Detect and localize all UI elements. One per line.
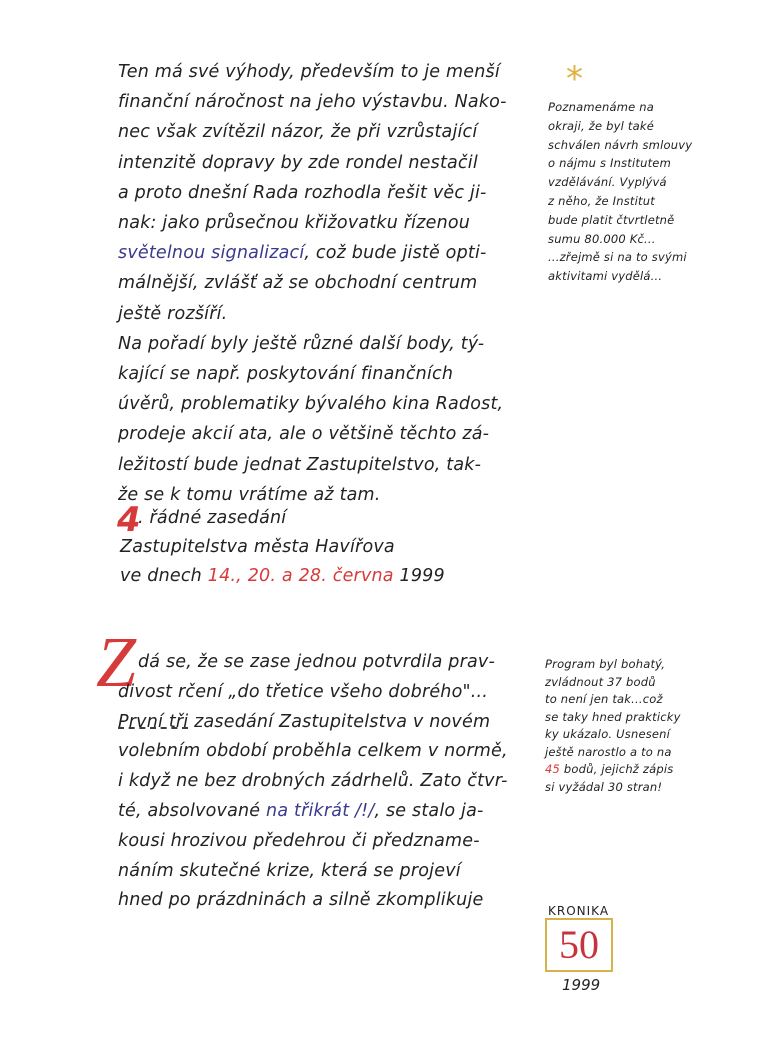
- text-segment: ve dnech: [120, 566, 208, 586]
- text-segment: zasedání Zastupitelstva v novém: [188, 711, 491, 732]
- text-segment: a proto dnešní Rada rozhodla řešit věc ji-: [118, 182, 487, 203]
- text-segment: . řádné zasedání: [138, 508, 287, 528]
- text-segment: ještě rozšíří.: [118, 303, 228, 324]
- text-line: [120, 566, 445, 586]
- text-line: [118, 455, 481, 475]
- text-segment: to není jen tak...což: [545, 692, 663, 706]
- text-line: [545, 727, 670, 741]
- text-segment: vzdělávání. Vyplývá: [548, 175, 667, 190]
- text-line: [118, 861, 461, 881]
- text-segment: Program byl bohatý,: [545, 657, 666, 671]
- text-segment: dá se, že se zase jednou potvrdila prav-: [138, 652, 495, 672]
- text-segment: si vyžádal 30 stran!: [545, 779, 663, 794]
- text-line: [118, 424, 489, 444]
- text-segment: kající se např. poskytování finančních: [118, 364, 454, 384]
- text-segment: té, absolvované: [118, 801, 267, 821]
- text-segment: finanční náročnost na jeho výstavbu. Nako-: [118, 92, 507, 113]
- text-line: [548, 119, 654, 133]
- text-segment: bude platit čtvrtletně: [548, 212, 675, 227]
- text-segment: intenzitě dopravy by zde rondel nestačil: [118, 152, 478, 173]
- text-line: [118, 304, 227, 324]
- text-segment: 1999: [393, 566, 445, 586]
- text-line: [120, 537, 395, 557]
- text-segment: světelnou signalizací: [118, 243, 305, 264]
- text-segment: ležitostí bude jednat Zastupitelstvo, tak-: [118, 454, 482, 475]
- text-line: [118, 364, 453, 384]
- text-line: [545, 657, 665, 671]
- text-line: [118, 243, 487, 263]
- text-segment: Poznamenáme na: [548, 100, 655, 114]
- drop-cap: Z: [96, 622, 137, 702]
- text-line: [548, 232, 656, 246]
- text-line: [138, 652, 495, 672]
- text-line: [118, 213, 470, 233]
- text-segment: nec však zvítězil názor, že při vzrůstající: [118, 122, 478, 143]
- text-line: [545, 710, 681, 724]
- text-line: [118, 741, 508, 761]
- text-line: [545, 675, 656, 689]
- text-segment: První tři: [118, 711, 189, 732]
- text-line: [118, 183, 487, 203]
- text-line: [545, 762, 673, 776]
- text-segment: zvládnout 37 bodů: [545, 674, 656, 689]
- text-line: [548, 100, 654, 114]
- text-segment: prodeje akcií ata, ale o většině těchto zá-: [118, 424, 490, 445]
- text-line: [548, 156, 671, 170]
- text-segment: , což bude jistě opti-: [304, 243, 487, 264]
- text-segment: úvěrů, problematiky bývalého kina Radost,: [118, 394, 504, 415]
- text-line: [118, 682, 488, 702]
- text-segment: sumu 80.000 Kč...: [548, 231, 656, 246]
- text-segment: hned po prázdninách a silně zkomplikuje: [118, 890, 484, 911]
- text-line: [548, 269, 662, 283]
- text-segment: z něho, že Institut: [548, 194, 655, 208]
- text-line: [118, 153, 478, 173]
- text-segment: i když ne bez drobných zádrhelů. Zato čtvr-: [118, 771, 508, 792]
- text-segment: na třikrát /!/: [266, 801, 375, 821]
- text-segment: Na pořadí byly ještě různé další body, tý-: [118, 333, 485, 354]
- text-segment: 45: [545, 762, 561, 776]
- text-segment: ještě narostlo a to na: [545, 744, 672, 759]
- text-line: [545, 780, 662, 794]
- text-line: [545, 745, 672, 759]
- text-line: [118, 122, 477, 142]
- text-segment: se taky hned prakticky: [545, 709, 681, 724]
- text-segment: Zastupitelstva města Havířova: [120, 537, 395, 557]
- text-segment: divost rčení „do třetice všeho dobrého"...: [118, 681, 489, 702]
- text-segment: okraji, že byl také: [548, 118, 654, 133]
- text-segment: volebním období proběhla celkem v normě,: [118, 741, 508, 762]
- footer-year: 1999: [562, 976, 601, 994]
- text-segment: kousi hrozivou předehrou či předzname-: [118, 830, 480, 851]
- text-segment: Ten má své výhody, především to je menší: [118, 62, 500, 82]
- text-line: [118, 92, 507, 112]
- text-line: [548, 175, 667, 189]
- text-segment: o nájmu s Institutem: [548, 156, 671, 171]
- text-line: [545, 692, 663, 706]
- text-line: [118, 712, 490, 732]
- text-line: [118, 62, 500, 82]
- text-segment: náním skutečné krize, která se projeví: [118, 860, 461, 881]
- text-line: [118, 771, 508, 791]
- text-line: [548, 194, 655, 208]
- text-segment: bodů, jejichž zápis: [560, 762, 674, 776]
- asterisk-icon: *: [566, 59, 583, 99]
- text-line: [548, 138, 692, 152]
- text-line: [138, 508, 286, 528]
- text-segment: ky ukázalo. Usnesení: [545, 727, 671, 741]
- text-segment: že se k tomu vrátíme až tam.: [118, 484, 381, 505]
- text-line: [118, 831, 480, 851]
- page-number-box: 50: [545, 918, 613, 972]
- text-segment: ...zřejmě si na to svými: [548, 250, 687, 265]
- text-segment: aktivitami vydělá...: [548, 269, 663, 284]
- text-line: [118, 273, 477, 293]
- text-line: [118, 485, 381, 505]
- text-line: [548, 250, 687, 264]
- text-line: [118, 394, 503, 414]
- text-line: [118, 801, 484, 821]
- text-segment: schválen návrh smlouvy: [548, 137, 693, 152]
- text-segment: 14., 20. a 28. června: [207, 566, 394, 586]
- text-segment: málnější, zvlášť až se obchodní centrum: [118, 273, 478, 294]
- text-line: [118, 334, 484, 354]
- text-line: [118, 890, 483, 910]
- section-number: 4: [117, 500, 141, 540]
- text-segment: nak: jako průsečnou křižovatku řízenou: [118, 213, 471, 233]
- chronicle-label: KRONIKA: [548, 904, 610, 918]
- text-line: [548, 213, 674, 227]
- text-segment: , se stalo ja-: [374, 801, 484, 821]
